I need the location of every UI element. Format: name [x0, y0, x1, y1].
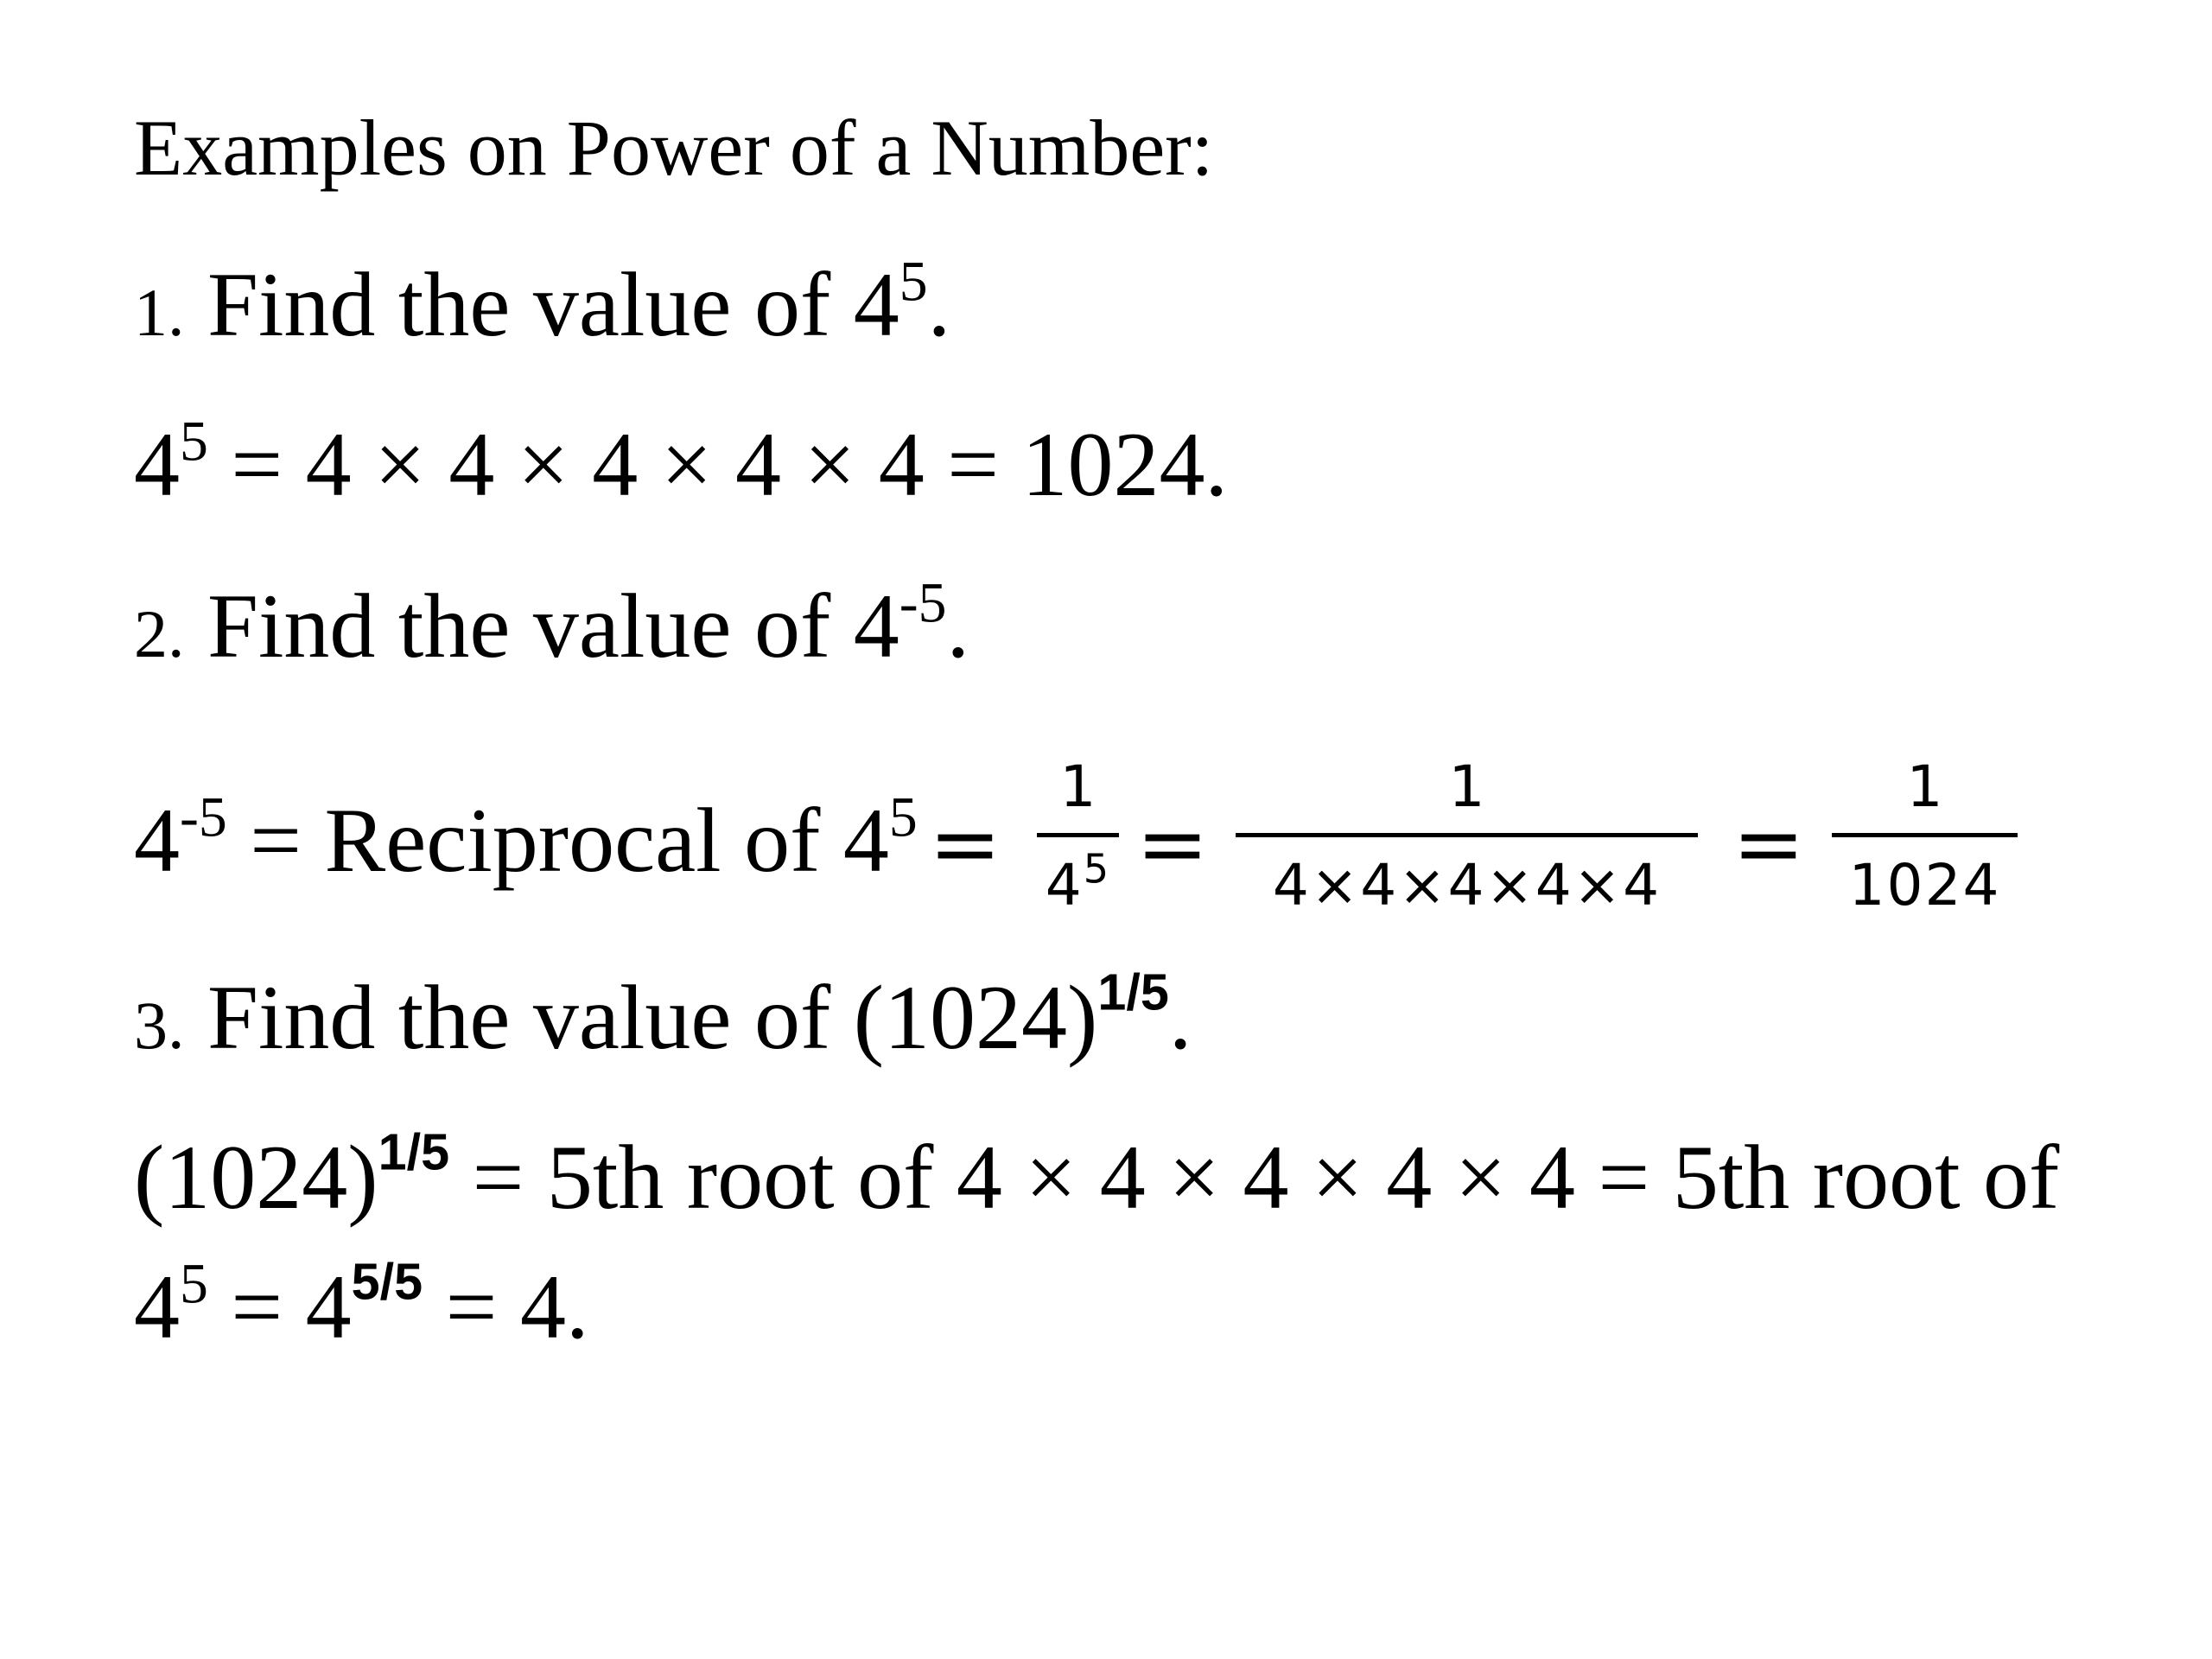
- example-3-question-exponent: 1/5: [1097, 963, 1169, 1021]
- example-3-question-text: Find the value of (1024): [184, 967, 1098, 1068]
- fraction-1-denominator-base: 4: [1045, 852, 1084, 918]
- page-title: Examples on Power of a Number:: [134, 104, 1214, 192]
- example-3-answer-line-2-exponent: 5: [180, 1252, 208, 1316]
- example-2-question-exponent: -5: [899, 571, 947, 635]
- example-3-answer-exponent: 1/5: [378, 1122, 450, 1181]
- fraction-1-numerator: 1: [1059, 753, 1096, 820]
- example-3-answer-line-2-base: 4: [134, 1256, 180, 1357]
- equals-sign-2: =: [1136, 793, 1209, 894]
- example-2-lead-text: = Reciprocal of 4: [226, 790, 889, 891]
- example-2-question-text: Find the value of 4: [184, 575, 899, 677]
- fraction-2-numerator: 1: [1448, 753, 1485, 820]
- fraction-1: [1037, 752, 1119, 933]
- fraction-1-denominator: [1037, 845, 1119, 918]
- example-3-answer-line-2-exponent-2: 5/5: [351, 1252, 423, 1311]
- example-2-question: [134, 571, 969, 677]
- example-2-number: 2.: [134, 596, 185, 671]
- example-1-question: [134, 250, 951, 355]
- fraction-3-bar: [1832, 833, 2018, 837]
- example-3-answer-base: (1024): [134, 1127, 378, 1228]
- example-1-question-exponent: 5: [899, 250, 928, 314]
- example-2-question-end: .: [946, 575, 969, 677]
- fraction-3-numerator: 1: [1906, 753, 1943, 820]
- fraction-2: [1236, 752, 1698, 933]
- example-2-lead-exponent: -5: [180, 785, 227, 849]
- example-2-answer-lead: [134, 785, 918, 891]
- example-2-lead-exponent-2: 5: [888, 785, 918, 849]
- fraction-2-bar: [1236, 833, 1698, 837]
- example-2-lead-base: 4: [134, 790, 180, 891]
- fraction-1-bar: [1037, 833, 1119, 837]
- example-1-question-text: Find the value of 4: [184, 254, 899, 355]
- fraction-3: [1832, 752, 2018, 933]
- example-3-answer-line-1: [134, 1122, 2060, 1228]
- example-3-answer-line-2-mid: = 4: [207, 1256, 352, 1357]
- fraction-1-denominator-exponent: 5: [1083, 845, 1111, 893]
- example-1-answer-base: 4: [134, 414, 180, 515]
- example-2-answer: [134, 752, 2121, 933]
- example-1-number: 1.: [134, 275, 185, 350]
- fraction-3-denominator: 1024: [1848, 852, 2001, 918]
- example-1-answer: [134, 410, 1229, 515]
- example-3-answer-line-2: [134, 1252, 589, 1357]
- example-3-question-end: .: [1168, 967, 1192, 1068]
- fraction-2-denominator: 4×4×4×4×4: [1272, 852, 1662, 918]
- example-1-answer-exponent: 5: [180, 410, 208, 474]
- example-3-answer-line-2-end: = 4.: [423, 1256, 589, 1357]
- example-3-number: 3.: [134, 988, 185, 1063]
- example-3-answer-rest: = 5th root of 4 × 4 × 4 × 4 × 4 = 5th root of: [449, 1127, 2060, 1228]
- example-1-question-end: .: [927, 254, 951, 355]
- example-1-answer-rest: = 4 × 4 × 4 × 4 × 4 = 1024.: [207, 414, 1229, 515]
- equals-sign-3: =: [1732, 793, 1805, 894]
- equals-sign-1: =: [929, 793, 1001, 894]
- example-3-question: [134, 963, 1192, 1068]
